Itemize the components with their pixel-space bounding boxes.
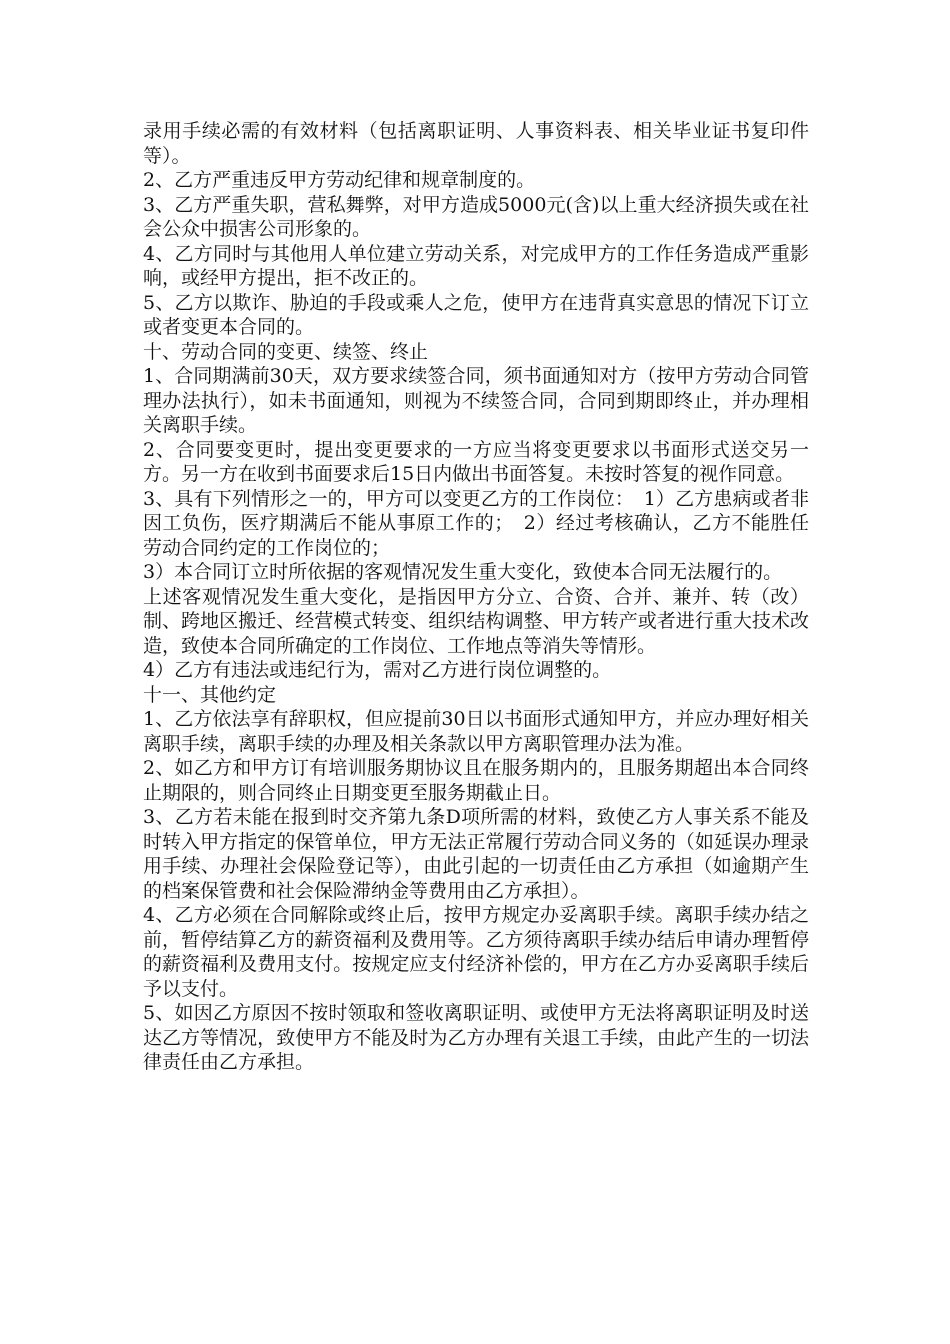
paragraph: 3、乙方严重失职，营私舞弊，对甲方造成5000元(含)以上重大经济损失或在社会公众中损害公司形象的。 [143,193,809,240]
paragraph: 4、乙方同时与其他用人单位建立劳动关系，对完成甲方的工作任务造成严重影响，或经甲方提出，拒不改正的。 [143,242,809,289]
paragraph: 2、如乙方和甲方订有培训服务期协议且在服务期内的，且服务期超出本合同终止期限的，则合同终止日期变更至服务期截止日。 [143,757,809,804]
document-body [143,119,809,1075]
paragraph: 2、合同要变更时，提出变更要求的一方应当将变更要求以书面形式送交另一方。另一方在收到书面要求后15日内做出书面答复。未按时答复的视作同意。 [143,438,809,485]
paragraph: 1、乙方依法享有辞职权，但应提前30日以书面形式通知甲方，并应办理好相关离职手续，离职手续的办理及相关条款以甲方离职管理办法为准。 [143,708,809,755]
section-heading: 十、劳动合同的变更、续签、终止 [143,340,429,363]
paragraph: 5、如因乙方原因不按时领取和签收离职证明、或使甲方无法将离职证明及时送达乙方等情况，致使甲方不能及时为乙方办理有关退工手续，由此产生的一切法律责任由乙方承担。 [143,1002,809,1073]
paragraph: 1、合同期满前30天，双方要求续签合同，须书面通知对方（按甲方劳动合同管理办法执行），如未书面通知，则视为不续签合同，合同到期即终止，并办理相关离职手续。 [143,365,809,436]
paragraph: 4、乙方必须在合同解除或终止后，按甲方规定办妥离职手续。离职手续办结之前，暂停结算乙方的薪资福利及费用等。乙方须待离职手续办结后申请办理暂停的薪资福利及费用支付。按规定应支付经济补偿的，甲方在乙方办妥离职手续后予以支付。 [143,904,809,1000]
section-heading: 十一、其他约定 [143,683,277,706]
paragraph: 3）本合同订立时所依据的客观情况发生重大变化，致使本合同无法履行的。 [143,561,783,583]
paragraph: 5、乙方以欺诈、胁迫的手段或乘人之危，使甲方在违背真实意思的情况下订立或者变更本合同的。 [143,291,809,338]
paragraph: 上述客观情况发生重大变化，是指因甲方分立、合资、合并、兼并、转（改）制、跨地区搬迁、经营模式转变、组织结构调整、甲方转产或者进行重大技术改造，致使本合同所确定的工作岗位、工作地点等消失等情形。 [143,585,809,657]
paragraph: 3、乙方若未能在报到时交齐第九条D项所需的材料，致使乙方人事关系不能及时转入甲方指定的保管单位，甲方无法正常履行劳动合同义务的（如延误办理录用手续、办理社会保险登记等），由此引起的一切责任由乙方承担（如逾期产生的档案保管费和社会保险滞纳金等费用由乙方承担）。 [143,806,809,902]
paragraph: 2、乙方严重违反甲方劳动纪律和规章制度的。 [143,169,536,191]
paragraph: 3、具有下列情形之一的，甲方可以变更乙方的工作岗位： 1）乙方患病或者非因工负伤，医疗期满后不能从事原工作的； 2）经过考核确认，乙方不能胜任劳动合同约定的工作岗位的； [143,487,809,559]
paragraph: 录用手续必需的有效材料（包括离职证明、人事资料表、相关毕业证书复印件等）。 [143,120,809,167]
paragraph: 4）乙方有违法或违纪行为，需对乙方进行岗位调整的。 [143,659,612,681]
